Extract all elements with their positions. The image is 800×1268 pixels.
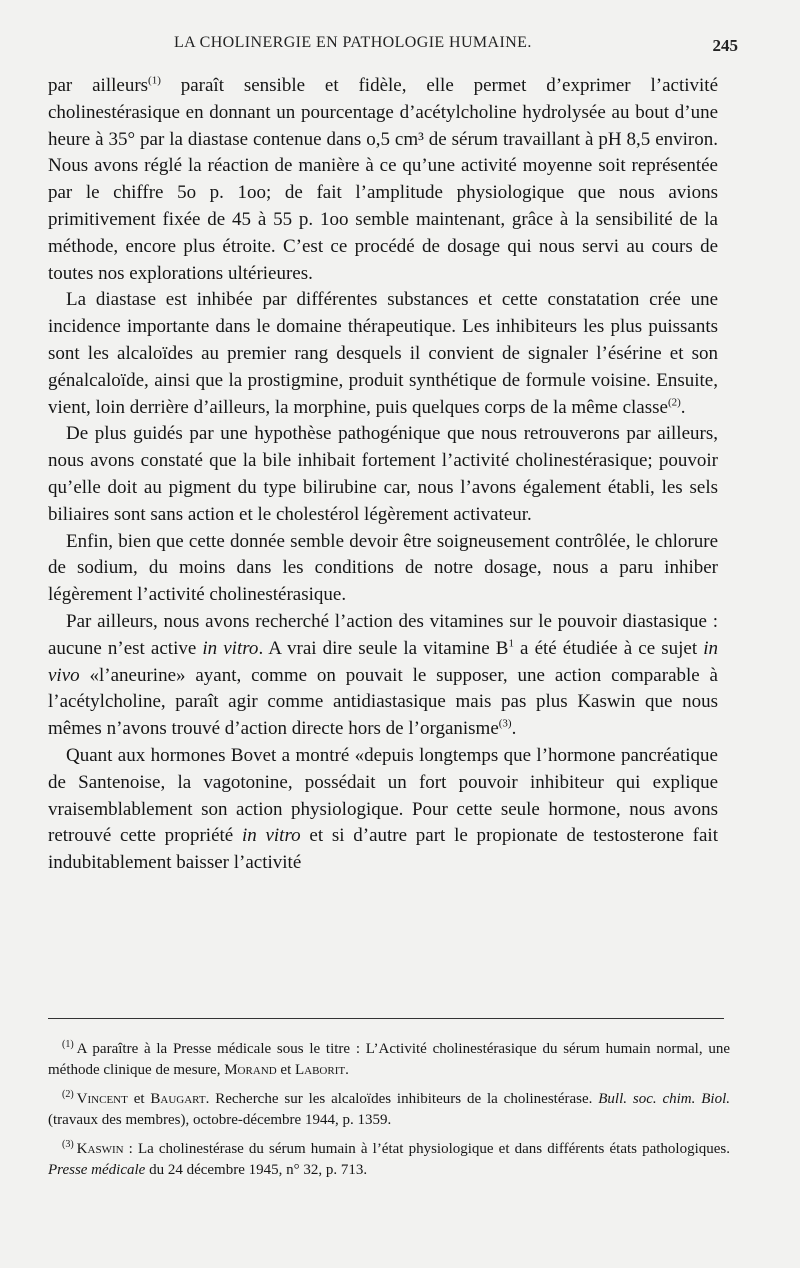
footnote-3-journal: Presse médicale [48,1161,146,1178]
paragraph-5-text-d: «l’aneurine» ayant, comme on pouvait le supposer, une action comparable à l’acétylcholine, paraît agir comme antidiastasique mais pas plus Kaswin que nous mêmes n’avons trouvé d’action directe hors de l’organisme [48,664,718,740]
italic-in-vitro: in vitro [202,637,259,659]
footnote-2-text-c: (travaux des membres), octobre-décembre 1944, p. 1359. [48,1111,392,1128]
paragraph-1 [48,73,718,287]
paragraph-1-text-b: paraît sensible et fidèle, elle permet d’exprimer l’activité cholinestérasique en donnant un pourcentage d’acétylcholine hydrolysée au bout d’une heure à 35° par la diastase contenue dans o,5 cm³ de sérum travaillant à pH 8,5 environ. Nous avons réglé la réaction de manière à ce qu’une activité moyenne soit représentée par le chiffre 5o p. 1oo; de fait l’amplitude physiologique que nous avions primitivement fixée de 45 à 55 p. 1oo semble maintenant, grâce à la sensibilité de la méthode, encore plus étroite. C’est ce procédé de dosage qui nous servi au cours de toutes nos explorations ultérieures. [48,75,718,284]
footnote-3-mark: (3) [62,1139,74,1150]
paragraph-5-text-e: . [511,718,517,740]
footnote-2-text-b: . Recherche sur les alcaloïdes inhibiteurs de la cholinestérase. [205,1091,599,1107]
footnote-1-text-b: et [276,1061,295,1078]
footnote-3-author-1: Kaswin [76,1141,124,1157]
paragraph-5 [48,609,718,743]
paragraph-2-text-b: . [680,396,686,418]
footnote-3-text-b: du 24 décembre 1945, n° 32, p. 713. [145,1161,368,1178]
footnote-1-mark: (1) [62,1039,74,1050]
footnote-3 [48,1139,730,1180]
footnotes [48,1039,730,1189]
body-text [48,73,718,877]
footnote-1-text-c: . [345,1061,349,1078]
footnote-2-author-2: Baugart [150,1091,206,1107]
footnote-2 [48,1089,730,1130]
paragraph-1-text-a: par ailleurs [48,75,149,96]
superscript-vitamin-index: 1 [508,637,514,650]
running-head [48,34,738,58]
paragraph-4: Enfin, bien que cette donnée semble devoir être soigneusement contrôlée, le chlorure de sodium, du moins dans les conditions de notre dosage, nous a paru inhiber légèrement l’activité cholinestérasique. [48,530,718,606]
paragraph-2 [48,287,718,421]
italic-in-vivo: in vivo [48,637,719,686]
paragraph-5-text-a: Par ailleurs, nous avons recherché l’action des vitamines sur le pouvoir diastasique : aucune n’est active [48,610,718,659]
footnote-ref-3: (3) [498,717,512,730]
footnote-1-text-a: A paraître à la Presse médicale sous le titre : L’Activité cholinestérasique du sérum humain normal, une méthode clinique de mesure, [48,1041,730,1078]
footnote-1-author-1: Morand [224,1061,277,1078]
paragraph-2-text-a: La diastase est inhibée par différentes substances et cette constatation crée une incidence importante dans le domaine thérapeutique. Les inhibiteurs les plus puissants sont les alcaloïdes au premier rang desquels il convient de signaler l’ésérine et son génalcaloïde, ainsi que la prostigmine, produit synthétique de formule voisine. Ensuite, vient, loin derrière d’ailleurs, la morphine, puis quelques corps de la même classe [48,289,718,418]
paragraph-5-text-c: a été étudiée à ce sujet [513,637,704,659]
paragraph-6-text-a: Quant aux hormones Bovet a montré «depuis longtemps que l’hormone pancréatique de Santenoise, la vagotonine, possédait un fort pouvoir inhibiteur qui explique vraisemblablement son action physiologique. Pour cette seule hormone, nous avons retrouvé cette propriété [48,744,718,847]
paragraph-6 [48,743,718,877]
paragraph-5-text-b: . A vrai dire seule la vitamine B [258,637,509,659]
italic-in-vitro-2: in vitro [241,825,301,847]
paragraph-6-text-b: et si d’autre part le propionate de testosterone fait indubitablement baisser l’activité [48,825,718,874]
footnote-1 [48,1039,730,1080]
footnote-2-author-1: Vincent [76,1091,128,1107]
footnote-3-text-a: : La cholinestérase du sérum humain à l’état physiologique et dans différents états pathologiques. [123,1141,730,1157]
footnote-ref-1: (1) [148,74,161,87]
footnote-ref-2: (2) [667,396,681,409]
footnote-2-mark: (2) [62,1089,74,1100]
page-number: 245 [712,36,738,55]
footnote-2-text-a: et [127,1091,151,1107]
footnote-1-author-2: Laborit [294,1061,346,1078]
footnote-2-journal: Bull. soc. chim. Biol. [598,1091,730,1107]
footnote-divider [48,1018,724,1019]
paragraph-3: De plus guidés par une hypothèse pathogénique que nous retrouverons par ailleurs, nous avons constaté que la bile inhibait fortement l’activité cholinestérasique; pouvoir qu’elle doit au pigment du type bilirubine car, nous l’avons également établi, les sels biliaires sont sans action et le cholestérol légèrement activateur. [48,423,718,525]
running-title: LA CHOLINERGIE EN PATHOLOGIE HUMAINE. [174,34,532,51]
